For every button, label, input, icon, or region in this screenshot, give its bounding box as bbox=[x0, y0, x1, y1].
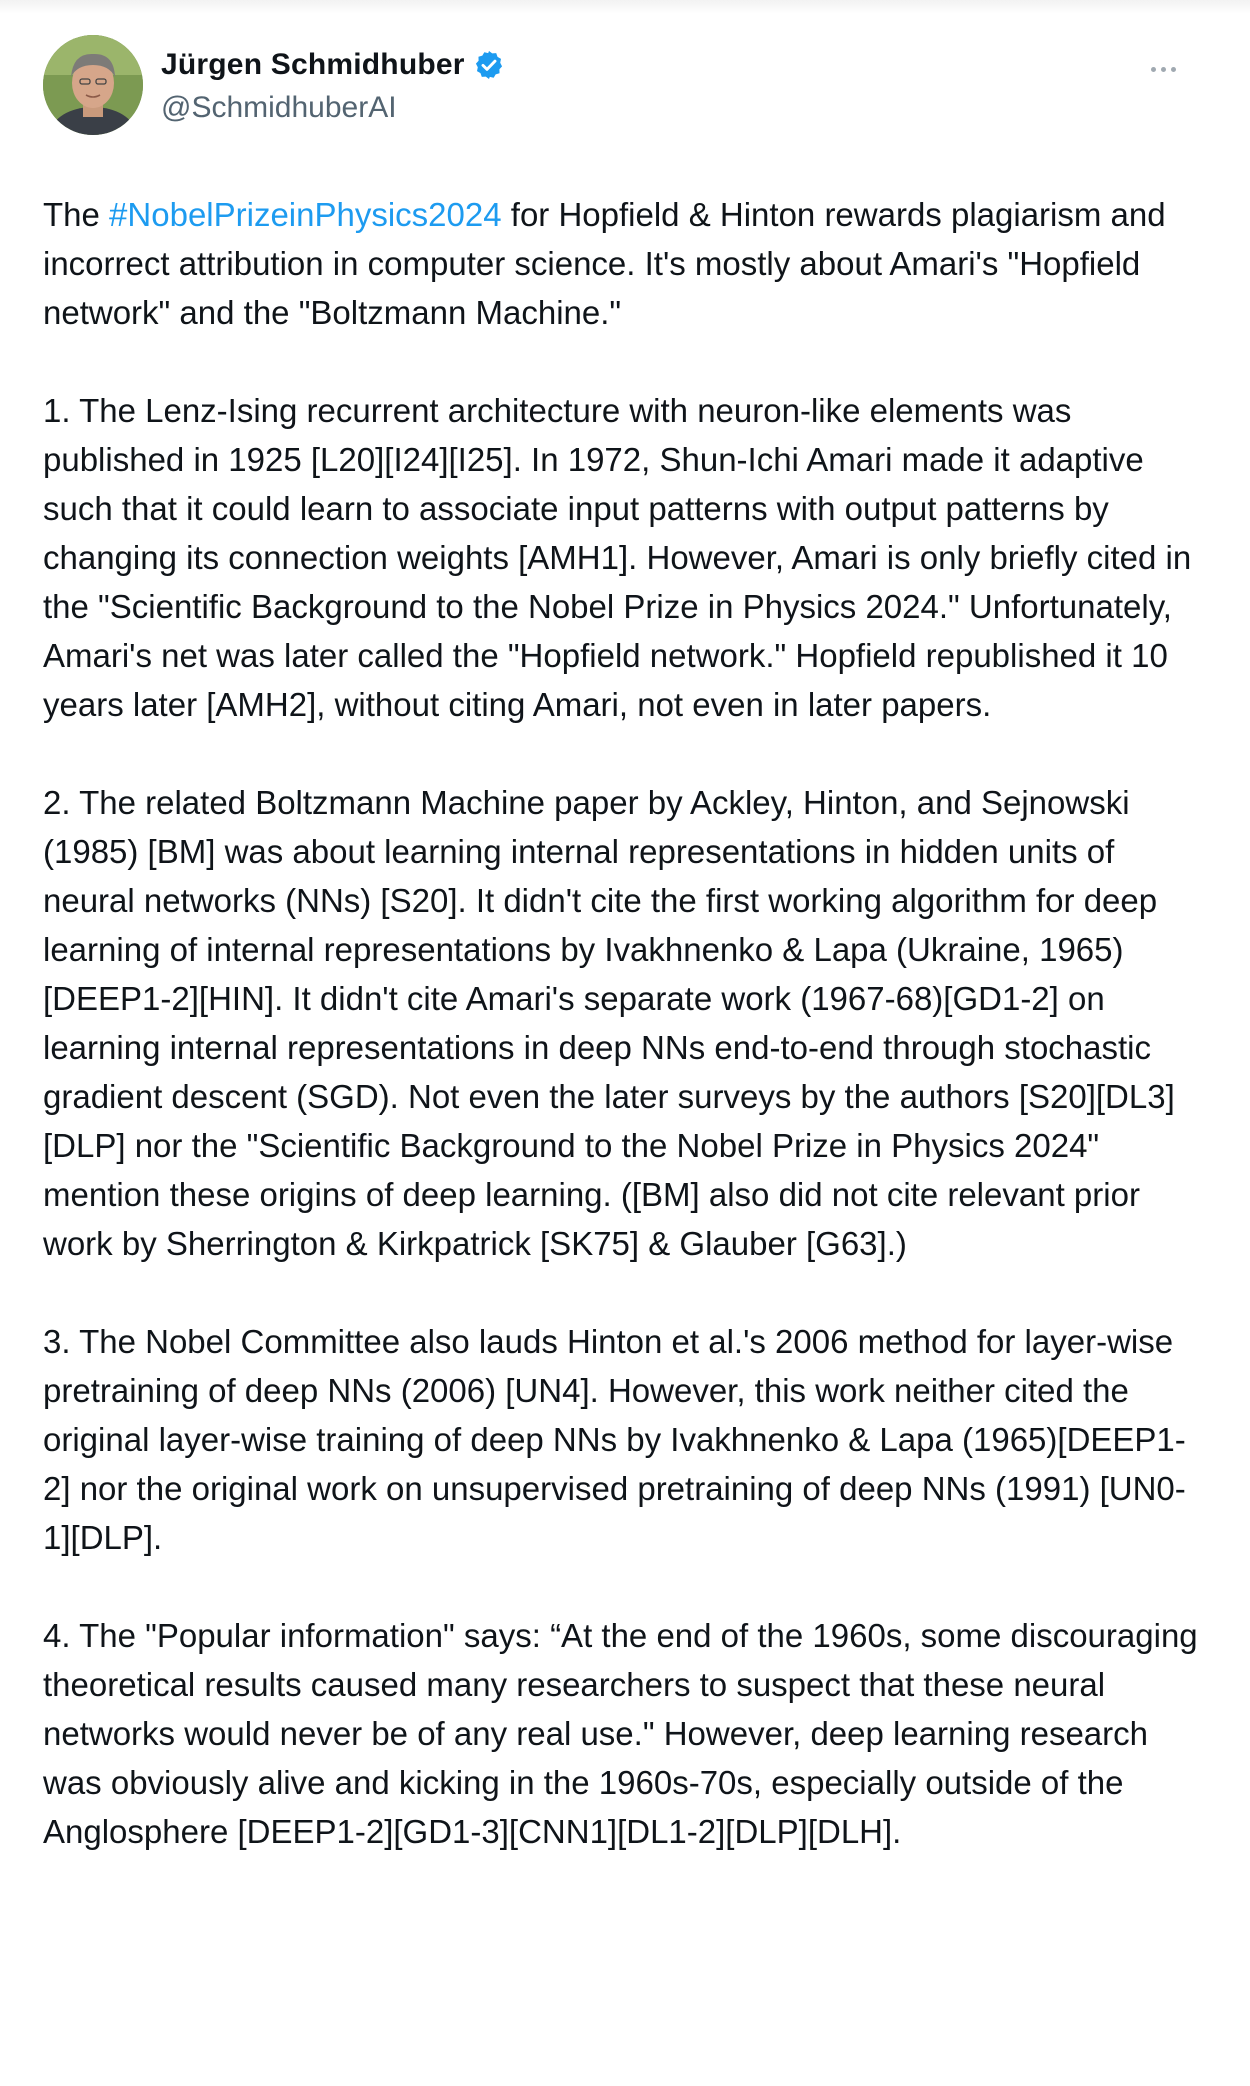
verified-badge-icon bbox=[473, 49, 505, 81]
profile-photo bbox=[43, 35, 143, 135]
tweet-paragraph-2: 2. The related Boltzmann Machine paper by Ackley, Hinton, and Sejnowski (1985) [BM] was about learning internal representations in hidden units of neural networks (NNs) [S20]. It didn't cite the first working algorithm for deep learning of internal representations by Ivakhnenko & Lapa (Ukraine, 1965)[DEEP1-2][HIN]. It didn't cite Amari's separate work (1967-68)[GD1-2] on learning internal representations in deep NNs end-to-end through stochastic gradient descent (SGD). Not even the later surveys by the authors [S20][DL3][DLP] nor the "Scientific Background to the Nobel Prize in Physics 2024" mention these origins of deep learning. ([BM] also did not cite relevant prior work by Sherrington & Kirkpatrick [SK75] & Glauber [G63].) bbox=[43, 784, 1175, 1262]
more-dot bbox=[1171, 67, 1176, 72]
handle[interactable]: @SchmidhuberAI bbox=[161, 91, 397, 124]
hashtag-link[interactable]: #NobelPrizeinPhysics2024 bbox=[109, 196, 502, 233]
display-name[interactable]: Jürgen Schmidhuber bbox=[161, 48, 465, 81]
tweet-text bbox=[43, 190, 1203, 1905]
more-dot bbox=[1161, 67, 1166, 72]
intro-before: The bbox=[43, 196, 110, 233]
name-row bbox=[161, 45, 505, 85]
more-options-icon[interactable] bbox=[1133, 49, 1193, 89]
tweet-paragraph-3: 3. The Nobel Committee also lauds Hinton et al.'s 2006 method for layer-wise pretraining of deep NNs (2006) [UN4]. However, this work neither cited the original layer-wise training of deep NNs by Ivakhnenko & Lapa (1965)[DEEP1-2] nor the original work on unsupervised pretraining of deep NNs (1991) [UN0-1][DLP]. bbox=[43, 1323, 1186, 1556]
tweet-paragraph-1: 1. The Lenz-Ising recurrent architecture with neuron-like elements was published in 1925 [L20][I24][I25]. In 1972, Shun-Ichi Amari made it adaptive such that it could learn to associate input patterns with output patterns by changing its connection weights [AMH1]. However, Amari is only briefly cited in the "Scientific Background to the Nobel Prize in Physics 2024." Unfortunately, Amari's net was later called the "Hopfield network." Hopfield republished it 10 years later [AMH2], without citing Amari, not even in later papers. bbox=[43, 392, 1192, 723]
tweet-paragraph-4: 4. The "Popular information" says: “At the end of the 1960s, some discouraging theoretical results caused many researchers to suspect that these neural networks would never be of any real use." However, deep learning research was obviously alive and kicking in the 1960s-70s, especially outside of the Anglosphere [DEEP1-2][GD1-3][CNN1][DL1-2][DLP][DLH]. bbox=[43, 1617, 1198, 1850]
avatar[interactable] bbox=[43, 35, 143, 135]
tweet-header bbox=[43, 35, 1193, 135]
tweet-intro bbox=[43, 190, 1203, 337]
status-bar bbox=[0, 0, 1250, 14]
intro-after: for Hopfield & Hinton rewards plagiarism and incorrect attribution in computer science. It's mostly about Amari's "Hopfield network" and the "Boltzmann Machine." bbox=[43, 196, 1166, 331]
more-dot bbox=[1151, 67, 1156, 72]
user-meta bbox=[161, 45, 505, 125]
